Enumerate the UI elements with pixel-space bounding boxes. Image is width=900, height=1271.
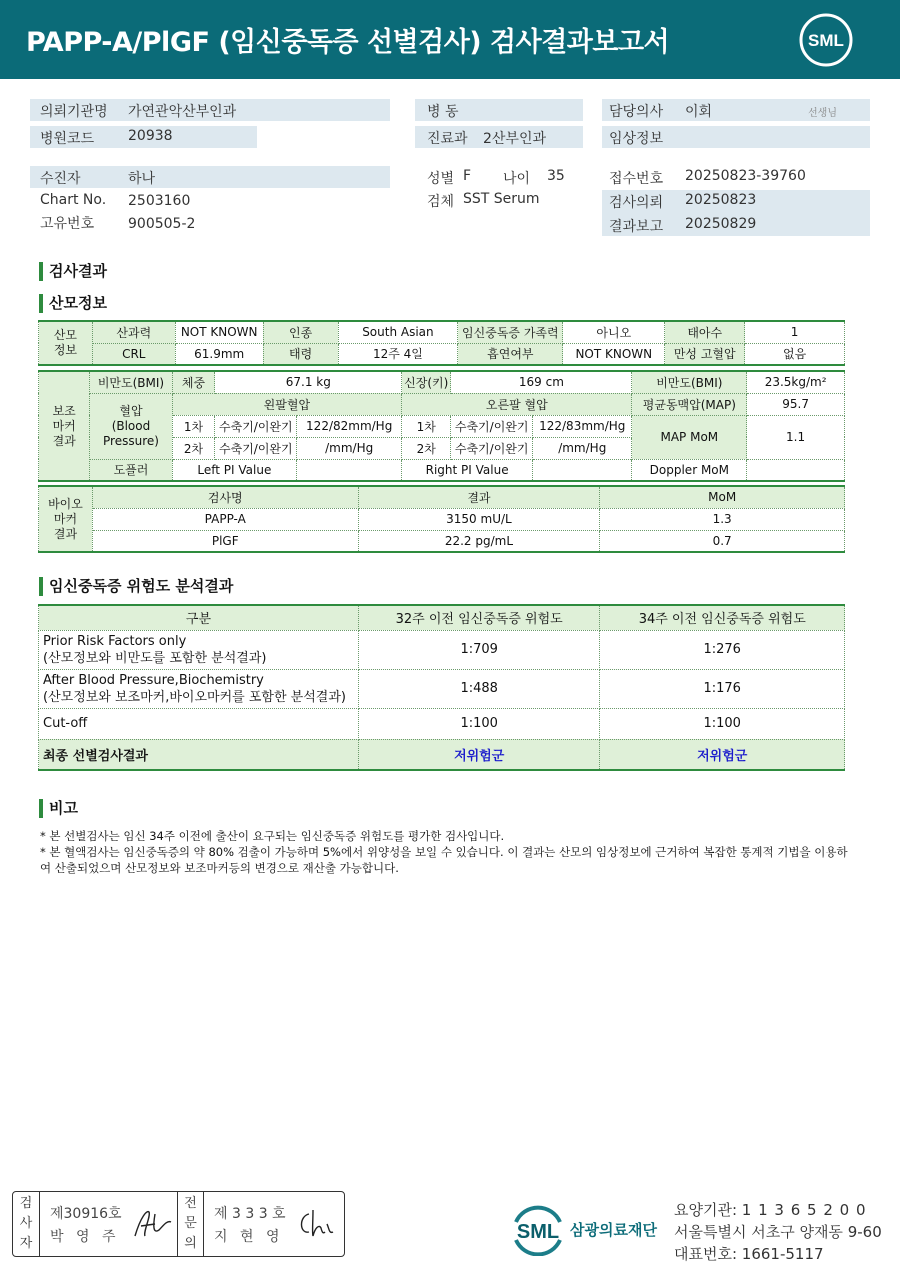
race-label: 인종 <box>263 321 338 343</box>
crl-value: 61.9mm <box>175 343 263 365</box>
specimen-label: 검체 <box>427 194 455 210</box>
clinical-label: 임상정보 <box>609 131 664 147</box>
bmi-value: 23.5kg/m² <box>747 371 845 393</box>
crl-label: CRL <box>92 343 175 365</box>
risk-after-34w: 1:176 <box>600 669 845 708</box>
hospital-code-label: 병원코드 <box>40 131 95 147</box>
bio-plgf-result: 22.2 pg/mL <box>358 530 600 552</box>
right-second-bp-value: /mm/Hg <box>533 437 632 459</box>
risk-row-after <box>39 669 359 708</box>
svg-text:SML: SML <box>808 31 844 50</box>
signature-box <box>12 1191 345 1257</box>
foundation-logo-icon <box>508 1200 568 1256</box>
left-first-label: 1차 <box>172 415 215 437</box>
right-pi-label: Right PI Value <box>402 459 533 481</box>
specialist-name: 지 현 영 <box>214 1229 284 1245</box>
fetus-count-value: 1 <box>745 321 845 343</box>
patient-info <box>0 0 900 240</box>
examiner-signature-icon <box>131 1206 175 1242</box>
section-results-title: 검사결과 <box>39 262 107 281</box>
risk-row-prior-sub: (산모정보와 비만도를 포함한 분석결과) <box>43 650 267 666</box>
right-arm-bp-label: 오른팔 혈압 <box>402 393 632 415</box>
left-pi-label: Left PI Value <box>172 459 297 481</box>
remarks-notes <box>40 828 850 876</box>
bio-row-head: 바이오 마커 결과 <box>39 486 93 552</box>
sex-label: 성별 <box>427 171 455 187</box>
bio-header-result: 결과 <box>358 486 600 508</box>
weight-label: 체중 <box>172 371 215 393</box>
family-history-value: 아니오 <box>563 321 665 343</box>
receipt-value: 20250823-39760 <box>685 168 806 184</box>
risk-final-32w: 저위험군 <box>358 739 600 770</box>
maternal-row-head: 산모 정보 <box>39 321 93 365</box>
left-second-bp-value: /mm/Hg <box>297 437 402 459</box>
maternal-info-table <box>38 320 845 366</box>
age-label: 나이 <box>503 171 531 187</box>
age-value: 35 <box>547 168 565 184</box>
phone-value: 1661-5117 <box>741 1245 824 1263</box>
bmi-label-2: 비만도(BMI) <box>632 371 747 393</box>
sex-value: F <box>463 168 472 184</box>
section-maternal-title: 산모정보 <box>39 294 107 313</box>
risk-row-prior-label: Prior Risk Factors only <box>43 633 187 649</box>
weight-value: 67.1 kg <box>215 371 402 393</box>
risk-header-32w: 32주 이전 임신중독증 위험도 <box>358 605 600 630</box>
phone-label: 대표번호: <box>674 1245 738 1263</box>
right-first-label: 1차 <box>402 415 451 437</box>
bio-papp-a-name: PAPP-A <box>92 508 358 530</box>
bio-header-mom: MoM <box>600 486 845 508</box>
examiner-label: 검 사 자 <box>13 1192 40 1256</box>
hospital-code-value: 20938 <box>128 128 173 144</box>
right-first-sysdia-label: 수축기/이완기 <box>451 415 533 437</box>
chronic-hypertension-label: 만성 고혈압 <box>665 343 745 365</box>
remark-1: * 본 선별검사는 임신 34주 이전에 출산이 요구되는 임신중독증 위험도를 평가한 검사입니다. <box>40 829 505 843</box>
report-date-value: 20250829 <box>685 216 757 232</box>
examinee-value: 하나 <box>128 171 156 187</box>
care-value: 1 1 3 6 5 2 0 0 <box>741 1201 867 1219</box>
dept-label: 진료과 <box>427 131 468 147</box>
right-second-sysdia-label: 수축기/이완기 <box>451 437 533 459</box>
specialist-signature-icon <box>295 1206 339 1242</box>
doppler-mom-value <box>747 459 845 481</box>
obstetric-history-label: 산과력 <box>92 321 175 343</box>
map-mom-label: MAP MoM <box>632 415 747 459</box>
gestational-age-value: 12주 4일 <box>338 343 458 365</box>
care-label: 요양기관: <box>674 1201 738 1219</box>
dept-value: 2산부인과 <box>483 131 547 147</box>
specialist-label: 전 문 의 <box>177 1192 204 1256</box>
risk-final-34w: 저위험군 <box>600 739 845 770</box>
risk-final-label: 최종 선별검사결과 <box>39 739 359 770</box>
report-date-label: 결과보고 <box>609 219 664 235</box>
risk-cutoff-34w: 1:100 <box>600 708 845 739</box>
unique-no-label: 고유번호 <box>40 216 95 232</box>
doctor-label: 담당의사 <box>609 104 664 120</box>
risk-row-cutoff-label: Cut-off <box>39 708 359 739</box>
examiner-no: 제30916호 <box>50 1206 122 1222</box>
foundation-address: 서울특별시 서초구 양재동 9-60 <box>674 1223 882 1241</box>
institution-value: 가연관악산부인과 <box>128 104 237 120</box>
chart-no-label: Chart No. <box>40 192 107 208</box>
bio-plgf-name: PlGF <box>92 530 358 552</box>
request-label: 검사의뢰 <box>609 195 664 211</box>
left-second-label: 2차 <box>172 437 215 459</box>
svg-text:SML: SML <box>516 1221 560 1243</box>
risk-row-prior <box>39 630 359 669</box>
receipt-label: 접수번호 <box>609 171 664 187</box>
blood-pressure-label: 혈압 (Blood Pressure) <box>90 393 172 459</box>
family-history-label: 임신중독증 가족력 <box>458 321 563 343</box>
smoking-label: 흡연여부 <box>458 343 563 365</box>
report-title: PAPP-A/PlGF (임신중독증 선별검사) 검사결과보고서 <box>26 27 670 58</box>
risk-row-after-label: After Blood Pressure,Biochemistry <box>43 672 264 688</box>
risk-cutoff-32w: 1:100 <box>358 708 600 739</box>
bmi-label: 비만도(BMI) <box>90 371 172 393</box>
obstetric-history-value: NOT KNOWN <box>175 321 263 343</box>
right-first-bp-value: 122/83mm/Hg <box>533 415 632 437</box>
left-arm-bp-label: 왼팔혈압 <box>172 393 402 415</box>
risk-header-34w: 34주 이전 임신중독증 위험도 <box>600 605 845 630</box>
doppler-label: 도플러 <box>90 459 172 481</box>
map-mom-value: 1.1 <box>747 415 845 459</box>
risk-after-32w: 1:488 <box>358 669 600 708</box>
left-first-sysdia-label: 수축기/이완기 <box>215 415 297 437</box>
chronic-hypertension-value: 없음 <box>745 343 845 365</box>
aux-marker-table <box>38 370 845 482</box>
remark-2: * 본 혈액검사는 임신중독증의 약 80% 검출이 가능하며 5%에서 위양성을 보일 수 있습니다. 이 결과는 산모의 임상정보에 근거하여 복잡한 통계적 기법을 이용하여 산출되었으며 산모정보와 보조마커등의 변경으로 재산출 가능합니다. <box>40 845 848 875</box>
risk-prior-34w: 1:276 <box>600 630 845 669</box>
foundation-name: 삼광의료재단 <box>570 1221 657 1239</box>
care-institution <box>674 1199 867 1220</box>
left-pi-value <box>297 459 402 481</box>
risk-prior-32w: 1:709 <box>358 630 600 669</box>
map-label: 평균동맥압(MAP) <box>632 393 747 415</box>
gestational-age-label: 태령 <box>263 343 338 365</box>
bio-plgf-mom: 0.7 <box>600 530 845 552</box>
specimen-value: SST Serum <box>463 191 540 207</box>
risk-row-after-sub: (산모정보와 보조마커,바이오마커를 포함한 분석결과) <box>43 689 346 705</box>
race-value: South Asian <box>338 321 458 343</box>
bio-papp-a-mom: 1.3 <box>600 508 845 530</box>
height-value: 169 cm <box>451 371 632 393</box>
bio-header-test: 검사명 <box>92 486 358 508</box>
examinee-label: 수진자 <box>40 171 81 187</box>
smoking-value: NOT KNOWN <box>563 343 665 365</box>
doppler-mom-label: Doppler MoM <box>632 459 747 481</box>
risk-header-category: 구분 <box>39 605 359 630</box>
institution-label: 의뢰기관명 <box>40 104 108 120</box>
biomarker-table <box>38 485 845 553</box>
aux-row-head: 보조 마커 결과 <box>39 371 90 481</box>
map-value: 95.7 <box>747 393 845 415</box>
section-risk-title: 임신중독증 위험도 분석결과 <box>39 577 233 596</box>
fetus-count-label: 태아수 <box>665 321 745 343</box>
chart-no-value: 2503160 <box>128 193 191 209</box>
section-remarks-title: 비고 <box>39 799 78 818</box>
doctor-value: 이회 <box>685 104 713 120</box>
risk-analysis-table <box>38 604 845 771</box>
examiner-name: 박 영 주 <box>50 1229 120 1245</box>
unique-no-value: 900505-2 <box>128 216 196 232</box>
right-second-label: 2차 <box>402 437 451 459</box>
right-pi-value <box>533 459 632 481</box>
height-label: 신장(키) <box>402 371 451 393</box>
specialist-no: 제 3 3 3 호 <box>214 1206 286 1222</box>
left-second-sysdia-label: 수축기/이완기 <box>215 437 297 459</box>
bio-papp-a-result: 3150 mU/L <box>358 508 600 530</box>
ward-label: 병 동 <box>427 104 459 120</box>
request-value: 20250823 <box>685 192 757 208</box>
doctor-suffix: 선생님 <box>808 108 837 119</box>
left-first-bp-value: 122/82mm/Hg <box>297 415 402 437</box>
phone <box>674 1243 824 1264</box>
